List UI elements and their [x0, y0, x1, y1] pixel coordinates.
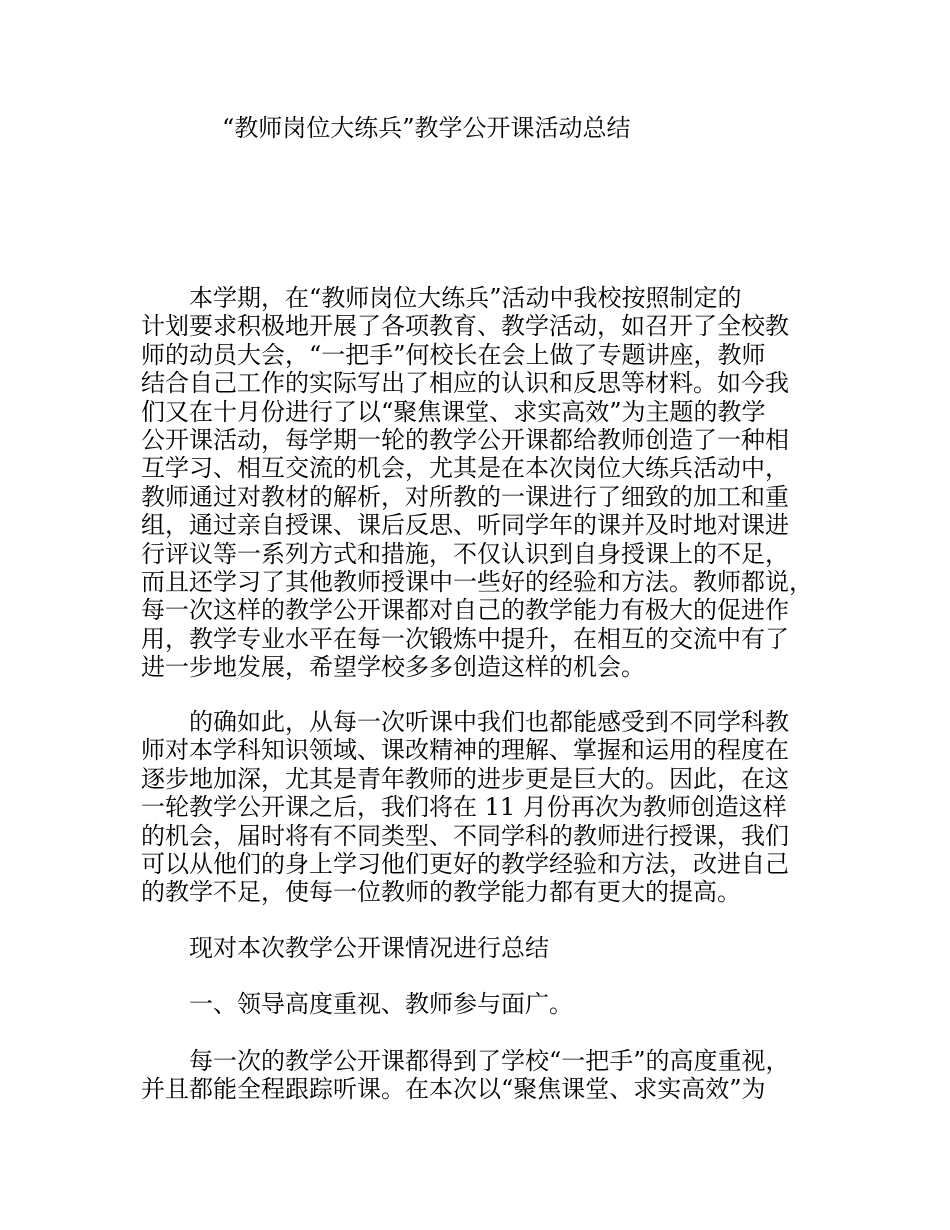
text-line: 现对本次教学公开课情况进行总结 [141, 934, 549, 962]
text-line: 组，通过亲自授课、课后反思、听同学年的课并及时地对课进 [141, 511, 789, 540]
text-line: 并且都能全程跟踪听课。在本次以“聚焦课堂、求实高效”为 [141, 1075, 766, 1104]
text-line: 逐步地加深，尤其是青年教师的进步更是巨大的。因此，在这 [141, 764, 789, 793]
text-line: 可以从他们的身上学习他们更好的教学经验和方法，改进自己 [141, 849, 789, 878]
paragraph-3 [141, 934, 831, 962]
text-line: 师的动员大会，“一把手”何校长在会上做了专题讲座，教师 [141, 340, 766, 369]
text-line: 用，教学专业水平在每一次锻炼中提升，在相互的交流中有了 [141, 624, 789, 653]
paragraph-1 [141, 284, 831, 681]
text-line: 计划要求积极地开展了各项教育、教学活动，如召开了全校教 [141, 312, 789, 341]
text-line: 一、领导高度重视、教师参与面广。 [141, 990, 573, 1018]
text-line: 而且还学习了其他教师授课中一些好的经验和方法。教师都说， [141, 567, 813, 596]
text-line: 一轮教学公开课之后，我们将在 11 月份再次为教师创造这样 [141, 793, 787, 822]
text-line: 的教学不足，使每一位教师的教学能力都有更大的提高。 [141, 878, 741, 907]
paragraph-5 [141, 1047, 831, 1104]
text-line: 本学期，在“教师岗位大练兵”活动中我校按照制定的 [141, 284, 742, 312]
text-line: 行评议等一系列方式和措施，不仅认识到自身授课上的不足， [141, 539, 789, 568]
document-title: “教师岗位大练兵”教学公开课活动总结 [222, 114, 631, 142]
text-line: 的确如此，从每一次听课中我们也都能感受到不同学科教 [141, 708, 789, 736]
text-line: 互学习、相互交流的机会，尤其是在本次岗位大练兵活动中， [141, 454, 789, 483]
paragraph-2 [141, 708, 831, 907]
text-line: 每一次的教学公开课都得到了学校“一把手”的高度重视， [141, 1047, 790, 1075]
text-line: 结合自己工作的实际写出了相应的认识和反思等材料。如今我 [141, 369, 789, 398]
text-line: 们又在十月份进行了以“聚焦课堂、求实高效”为主题的教学 [141, 397, 766, 426]
text-line: 公开课活动，每学期一轮的教学公开课都给教师创造了一种相 [141, 425, 789, 454]
text-line: 教师通过对教材的解析，对所教的一课进行了细致的加工和重 [141, 482, 789, 511]
text-line: 每一次这样的教学公开课都对自己的教学能力有极大的促进作 [141, 596, 789, 625]
text-line: 师对本学科知识领域、课改精神的理解、掌握和运用的程度在 [141, 736, 789, 765]
section-heading [141, 990, 831, 1018]
text-line: 的机会，届时将有不同类型、不同学科的教师进行授课，我们 [141, 821, 789, 850]
text-line: 进一步地发展，希望学校多多创造这样的机会。 [141, 653, 645, 682]
